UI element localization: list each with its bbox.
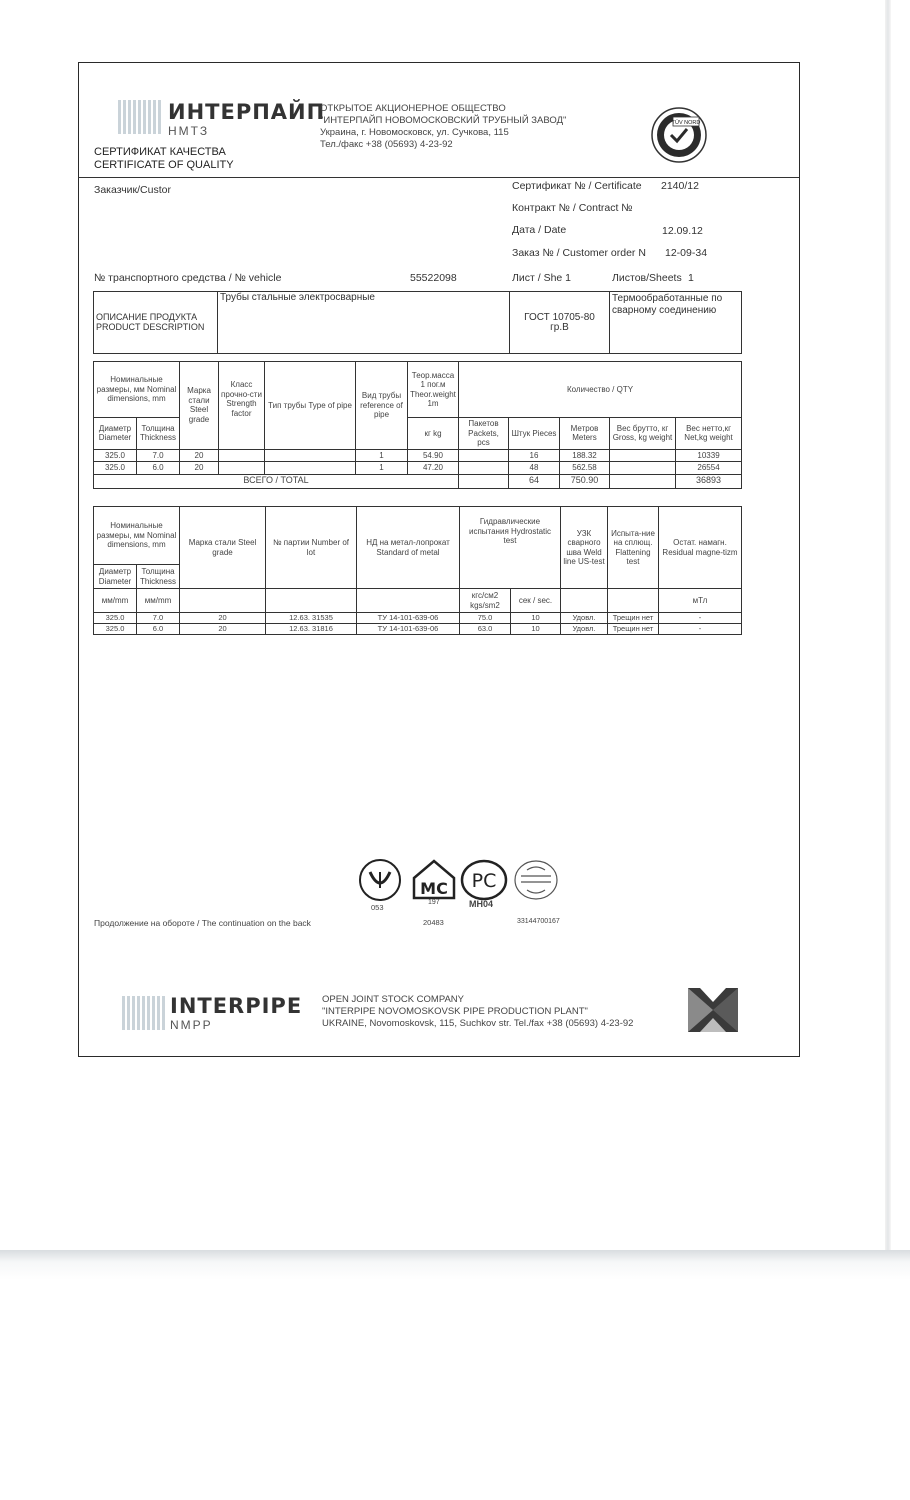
t1-head-nominal: Номинальные размеры, мм Nominal dimensions, mm bbox=[94, 362, 180, 418]
table-row bbox=[94, 449, 742, 462]
cert-code-3: МН04 bbox=[469, 899, 494, 909]
t2-r2-time: 10 bbox=[511, 624, 561, 635]
t2-r1-thickness: 7.0 bbox=[137, 613, 180, 624]
t1-head-pieces: Штук Pieces bbox=[509, 418, 560, 450]
t1-head-thickness: Толщина Thickness bbox=[137, 418, 180, 450]
t1-r2-weight: 47.20 bbox=[408, 462, 459, 475]
t1-head-grade: Марка стали Steel grade bbox=[180, 362, 219, 450]
t1-r1-ref: 1 bbox=[356, 449, 408, 462]
t1-r1-pieces: 16 bbox=[509, 449, 560, 462]
vehicle-label: № транспортного средства / № vehicle bbox=[94, 272, 282, 284]
certificate-title bbox=[94, 146, 234, 172]
product-standard-2: гр.В bbox=[550, 321, 569, 333]
logo-mark-footer-icon bbox=[122, 996, 166, 1030]
t1-head-net: Вес нетто,кг Net,kg weight bbox=[676, 418, 742, 450]
t2-head-thickness: Толщина Thickness bbox=[137, 565, 180, 589]
ukrsepro-mark-icon bbox=[358, 858, 402, 902]
product-description-table bbox=[93, 291, 742, 354]
product-label-en: PRODUCT DESCRIPTION bbox=[96, 321, 205, 332]
order-value: 12-09-34 bbox=[665, 247, 708, 259]
t1-r1-meters: 188.32 bbox=[560, 449, 610, 462]
certificate-label: Сертификат № / Certificate bbox=[512, 180, 642, 192]
company-info-ru bbox=[320, 103, 620, 151]
title-ru: СЕРТИФИКАТ КАЧЕСТВА bbox=[94, 146, 226, 158]
t2-head-residual: Остат. намагн. Residual magne-tizm bbox=[659, 507, 742, 589]
t2-r2-standard: ТУ 14-101-639-06 bbox=[357, 624, 460, 635]
t2-r2-grade: 20 bbox=[180, 624, 266, 635]
t2-r1-grade: 20 bbox=[180, 613, 266, 624]
t2-head-grade: Марка стали Steel grade bbox=[180, 507, 266, 589]
tuv-seal-icon bbox=[651, 107, 707, 163]
order-label: Заказ № / Customer order N bbox=[512, 247, 646, 259]
brand-sub-ru: НМТЗ bbox=[168, 124, 210, 138]
t1-r2-type bbox=[265, 462, 356, 475]
cert-code-2: 197 bbox=[428, 899, 440, 906]
cert-number-2: 33144700167 bbox=[517, 918, 560, 925]
t2-r2-pressure: 63.0 bbox=[460, 624, 511, 635]
product-label-cell bbox=[94, 292, 218, 354]
gost-mark-icon bbox=[513, 858, 559, 902]
t2-r1-flatten: Трещин нет bbox=[608, 613, 659, 624]
brand-sub-en: NMPP bbox=[170, 1018, 213, 1032]
rst-mark-icon bbox=[460, 858, 508, 902]
test-results-table bbox=[93, 506, 742, 635]
t1-r2-net: 26554 bbox=[676, 462, 742, 475]
t1-r2-meters: 562.58 bbox=[560, 462, 610, 475]
t1-r1-grade: 20 bbox=[180, 449, 219, 462]
t2-r2-diameter: 325.0 bbox=[94, 624, 137, 635]
certificate-value: 2140/12 bbox=[661, 180, 699, 192]
company-line-4: Тел./факс +38 (05693) 4-23-92 bbox=[320, 139, 453, 150]
title-en: CERTIFICATE OF QUALITY bbox=[94, 159, 234, 171]
company-line-1: ОТКРЫТОЕ АКЦИОНЕРНОЕ ОБЩЕСТВО bbox=[320, 103, 506, 114]
continuation-note: Продолжение на обороте / The continuation on the back bbox=[94, 918, 311, 928]
t1-r1-weight: 54.90 bbox=[408, 449, 459, 462]
contract-label: Контракт № / Contract № bbox=[512, 202, 633, 214]
t1-head-diameter: Диаметр Diameter bbox=[94, 418, 137, 450]
t2-head-lot: № партии Number of lot bbox=[266, 507, 357, 589]
t1-r2-thickness: 6.0 bbox=[137, 462, 180, 475]
scan-edge-right bbox=[885, 0, 891, 1250]
t1-r1-thickness: 7.0 bbox=[137, 449, 180, 462]
t2-head-flatten: Испыта-ние на сплющ. Flattening test bbox=[608, 507, 659, 589]
product-standard-1: ГОСТ 10705-80 bbox=[524, 312, 595, 323]
svg-text:РС: РС bbox=[471, 870, 497, 892]
t2-r1-lot: 12.63. 31535 bbox=[266, 613, 357, 624]
customer-label: Заказчик/Custor bbox=[94, 184, 171, 196]
quantity-table bbox=[93, 361, 742, 489]
t1-head-gross: Вес брутто, кг Gross, kg weight bbox=[610, 418, 676, 450]
t1-r1-packets bbox=[459, 449, 509, 462]
logo-mark-icon bbox=[118, 100, 162, 134]
t2-r2-flatten: Трещин нет bbox=[608, 624, 659, 635]
t2-unit-mm1: мм/mm bbox=[94, 589, 137, 613]
t2-head-standard: НД на метал-лопрокат Standard of metal bbox=[357, 507, 460, 589]
brand-name-ru: ИНТЕРПАЙП bbox=[168, 100, 326, 124]
t2-r2-lot: 12.63. 31816 bbox=[266, 624, 357, 635]
mc-house-mark-icon bbox=[411, 858, 457, 900]
t1-head-qty: Количество / QTY bbox=[459, 362, 742, 418]
table-row bbox=[94, 613, 742, 624]
t1-head-strength: Класс прочно-сти Strength factor bbox=[219, 362, 265, 450]
company-line-2: "ИНТЕРПАЙП НОВОМОСКОВСКИЙ ТРУБНЫЙ ЗАВОД" bbox=[320, 115, 567, 126]
t2-head-hydro: Гидравлические испытания Hydrostatic test bbox=[460, 507, 561, 589]
sheet-label: Лист / She 1 bbox=[512, 272, 572, 284]
t1-r1-strength bbox=[219, 449, 265, 462]
t1-r2-strength bbox=[219, 462, 265, 475]
cert-number-1: 20483 bbox=[423, 918, 444, 927]
svg-text:МС: МС bbox=[420, 879, 448, 898]
t2-unit-empty-2 bbox=[266, 589, 357, 613]
date-value: 12.09.12 bbox=[662, 225, 703, 237]
t1-r1-net: 10339 bbox=[676, 449, 742, 462]
table-row bbox=[94, 462, 742, 475]
company-info-en bbox=[322, 994, 672, 1030]
date-label: Дата / Date bbox=[512, 224, 567, 236]
t1-total-gross bbox=[610, 474, 676, 488]
t2-r2-thickness: 6.0 bbox=[137, 624, 180, 635]
t2-unit-kgs: кгс/см2 kgs/sm2 bbox=[460, 589, 511, 613]
t1-r2-ref: 1 bbox=[356, 462, 408, 475]
t2-unit-sec: сек / sec. bbox=[511, 589, 561, 613]
product-standard-cell bbox=[510, 292, 610, 354]
t2-r1-diameter: 325.0 bbox=[94, 613, 137, 624]
product-treatment: Термообработанные по сварному соединению bbox=[610, 292, 742, 354]
t2-r2-us: Удовл. bbox=[561, 624, 608, 635]
total-row bbox=[94, 474, 742, 488]
t2-r1-residual: - bbox=[659, 613, 742, 624]
t2-r2-residual: - bbox=[659, 624, 742, 635]
product-description: Трубы стальные электросварные bbox=[218, 292, 510, 354]
t2-r1-standard: ТУ 14-101-639-06 bbox=[357, 613, 460, 624]
sheets-value: 1 bbox=[688, 272, 694, 284]
table-row bbox=[94, 624, 742, 635]
t1-head-type: Тип трубы Type of pipe bbox=[265, 362, 356, 450]
footer-line-1: OPEN JOINT STOCK COMPANY bbox=[322, 994, 464, 1005]
t2-unit-empty-5 bbox=[608, 589, 659, 613]
t2-r1-pressure: 75.0 bbox=[460, 613, 511, 624]
t1-r2-gross bbox=[610, 462, 676, 475]
seal-text: TÜV NORD bbox=[671, 120, 701, 126]
t2-unit-mm2: мм/mm bbox=[137, 589, 180, 613]
t1-head-kg: кг kg bbox=[408, 418, 459, 450]
t2-head-us: УЗК сварного шва Weld line US-test bbox=[561, 507, 608, 589]
t1-total-packets bbox=[459, 474, 509, 488]
t1-r2-packets bbox=[459, 462, 509, 475]
t1-r1-type bbox=[265, 449, 356, 462]
header-divider bbox=[78, 177, 799, 178]
t2-unit-empty-3 bbox=[357, 589, 460, 613]
t1-head-ref: Вид трубы reference of pipe bbox=[356, 362, 408, 450]
t2-unit-empty-4 bbox=[561, 589, 608, 613]
t2-unit-mtl: мТл bbox=[659, 589, 742, 613]
t1-total-meters: 750.90 bbox=[560, 474, 610, 488]
t2-head-diameter: Диаметр Diameter bbox=[94, 565, 137, 589]
vehicle-value: 55522098 bbox=[410, 272, 457, 284]
t2-r1-time: 10 bbox=[511, 613, 561, 624]
t1-total-pieces: 64 bbox=[509, 474, 560, 488]
t1-r2-grade: 20 bbox=[180, 462, 219, 475]
scan-edge-bottom bbox=[0, 1250, 910, 1280]
t1-r2-diameter: 325.0 bbox=[94, 462, 137, 475]
footer-line-3: UKRAINE, Novomoskovsk, 115, Suchkov str. Tel./fax +38 (05693) 4-23-92 bbox=[322, 1018, 634, 1029]
t1-r1-diameter: 325.0 bbox=[94, 449, 137, 462]
t1-r1-gross bbox=[610, 449, 676, 462]
t1-head-packets: Пакетов Packets, pcs bbox=[459, 418, 509, 450]
t1-total-net: 36893 bbox=[676, 474, 742, 488]
t1-r2-pieces: 48 bbox=[509, 462, 560, 475]
cert-code-1: 053 bbox=[371, 903, 384, 912]
company-line-3: Украина, г. Новомосковск, ул. Сучкова, 115 bbox=[320, 127, 509, 138]
t1-head-meters: Метров Meters bbox=[560, 418, 610, 450]
t1-head-weight: Теор.масса 1 пог.м Theor.weight 1m bbox=[408, 362, 459, 418]
product-label-ru: ОПИСАНИЕ ПРОДУКТА bbox=[96, 312, 198, 322]
t2-unit-empty-1 bbox=[180, 589, 266, 613]
quality-emblem-icon bbox=[688, 988, 738, 1032]
t1-total-label: ВСЕГО / TOTAL bbox=[94, 474, 459, 488]
footer-line-2: "INTERPIPE NOVOMOSKOVSK PIPE PRODUCTION PLANT" bbox=[322, 1006, 588, 1017]
t2-head-nominal: Номинальные размеры, мм Nominal dimensions, mm bbox=[94, 507, 180, 565]
sheets-label: Листов/Sheets bbox=[612, 272, 682, 284]
t2-r1-us: Удовл. bbox=[561, 613, 608, 624]
brand-name-en: INTERPIPE bbox=[170, 994, 303, 1018]
